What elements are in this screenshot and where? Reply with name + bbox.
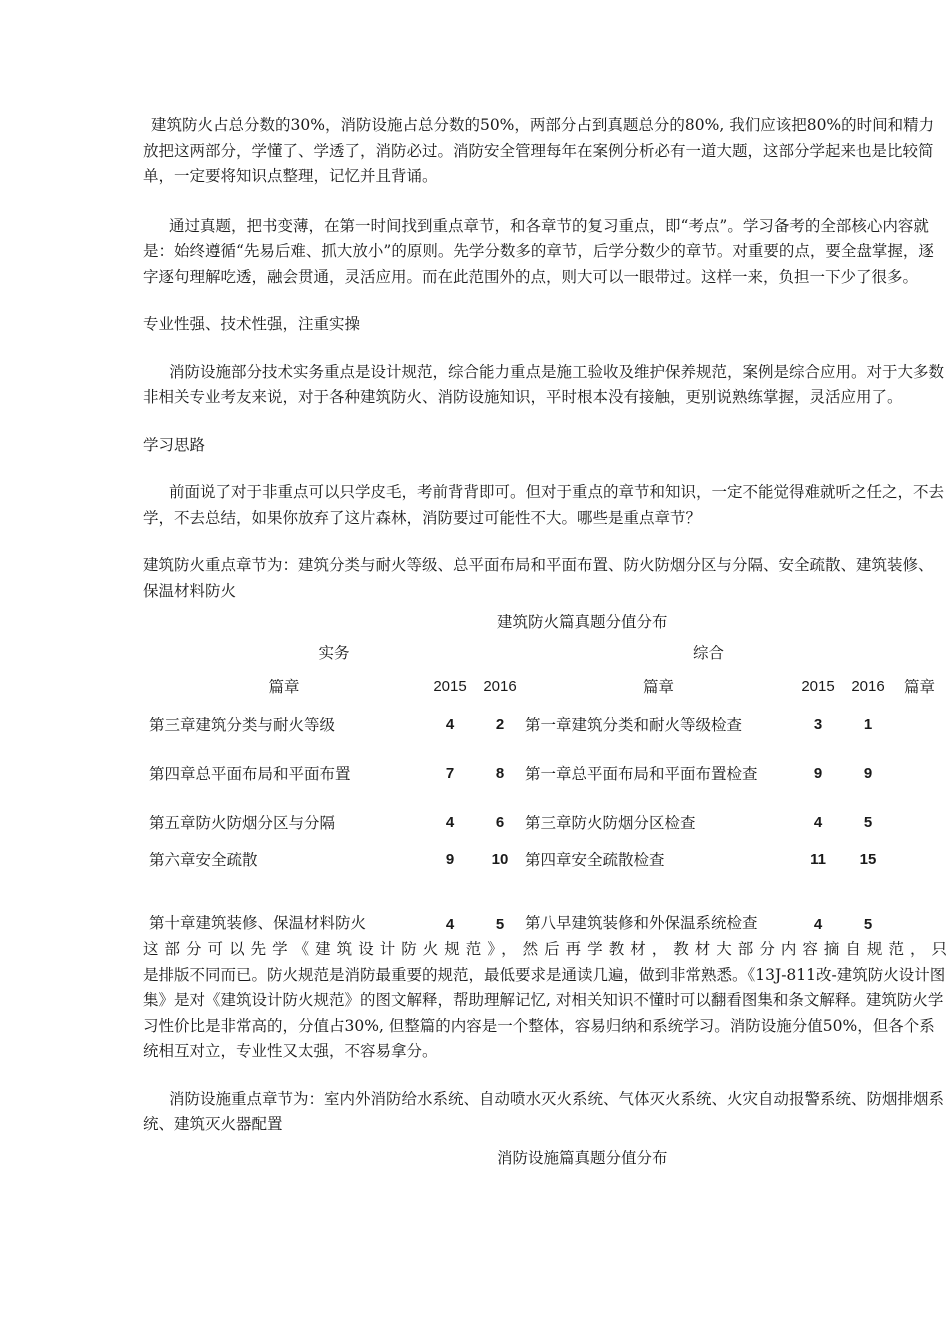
score-cell: 6 (495, 813, 505, 831)
chapter-cell: 第四章安全疏散检查 (525, 851, 665, 869)
score-cell: 5 (863, 916, 873, 933)
table-row (143, 877, 947, 937)
table-title-facilities: 消防设施篇真题分值分布 (497, 1148, 668, 1167)
score-cell: 3 (813, 715, 823, 733)
chapter-cell: 第五章防火防烟分区与分隔 (149, 814, 336, 832)
header-year: 2016 (851, 677, 885, 695)
score-cell: 5 (495, 916, 505, 933)
heading-study-approach: 学习思路 (143, 435, 206, 454)
header-year: 2015 (433, 677, 467, 695)
header-year: 2016 (483, 677, 517, 695)
chapter-cell: 第一章总平面布局和平面布置检查 (525, 765, 758, 783)
chapter-cell: 第三章建筑分类与耐火等级 (149, 716, 336, 734)
table-row (143, 705, 947, 743)
group-header-practice: 实务 (318, 644, 350, 662)
chapter-cell: 第六章安全疏散 (149, 851, 258, 869)
fire-score-table (143, 637, 947, 937)
header-year: 2015 (801, 677, 835, 695)
header-chapter: 篇章 (642, 678, 674, 696)
score-cell: 8 (495, 764, 505, 782)
score-cell: 10 (491, 850, 509, 868)
score-cell: 4 (445, 916, 455, 933)
heading-professional: 专业性强、技术性强，注重实操 (143, 315, 361, 333)
paragraph-facility-key-chapters: 消防设施重点章节为：室内外消防给水系统、自动喷水灭火系统、气体灭火系统、火灾自动报警系统、防烟排烟系统、建筑灭火器配置 (143, 1089, 945, 1133)
table-row (143, 841, 947, 877)
score-cell: 11 (810, 850, 826, 868)
chapter-cell: 第十章建筑装修、保温材料防火 (149, 914, 367, 932)
table-header-row (143, 667, 947, 705)
paragraph-intro: 建筑防火占总分数的30%，消防设施占总分数的50%，两部分占到真题总分的80%, 我们应该把80%的时间和精力放把这两部分，学懂了、学透了，消防必过。消防安全管理每年在案例分析必有一道大题，这部分学起来也是比较简单，一定要将知识点整理，记忆并且背诵。 (143, 116, 935, 185)
score-cell: 4 (445, 715, 455, 733)
score-cell: 9 (863, 764, 873, 782)
paragraph-key-chapters: 前面说了对于非重点可以只学皮毛，考前背背即可。但对于重点的章节和知识，一定不能觉得难就听之任之，不去学，不去总结，如果你放弃了这片森林，消防要过可能性不大。哪些是重点章节？ (143, 483, 945, 527)
header-chapter: 篇章 (268, 678, 300, 696)
score-cell: 15 (859, 850, 877, 868)
score-cell: 4 (813, 813, 823, 831)
header-chapter: 篇章 (903, 678, 935, 696)
paragraph-facilities-focus: 消防设施部分技术实务重点是设计规范，综合能力重点是施工验收及维护保养规范，案例是综合应用。对于大多数非相关专业考友来说，对于各种建筑防火、消防设施知识，平时根本没有接触，更别说熟练掌握，灵活应用了。 (143, 362, 945, 406)
score-cell: 1 (863, 715, 873, 733)
score-cell: 7 (445, 764, 455, 782)
group-header-comprehensive: 综合 (692, 644, 724, 662)
chapter-cell: 第四章总平面布局和平面布置 (149, 765, 351, 783)
chapter-cell: 第八早建筑装修和外保温系统检查 (525, 914, 758, 932)
paragraph-spec-first-line: 这部分可以先学《建筑设计防火规范》，然后再学教材，教材大部分内容摘自规范，只 (143, 940, 947, 958)
score-cell: 9 (813, 764, 823, 782)
score-cell: 9 (445, 850, 455, 868)
score-cell: 2 (495, 715, 505, 733)
score-cell: 4 (813, 916, 823, 933)
paragraph-fire-key-chapters: 建筑防火重点章节为：建筑分类与耐火等级、总平面布局和平面布置、防火防烟分区与分隔、安全疏散、建筑装修、保温材料防火 (143, 556, 934, 600)
paragraph-study-method: 通过真题，把书变薄，在第一时间找到重点章节，和各章节的复习重点，即“考点”。学习备考的全部核心内容就是：始终遵循“先易后难、抓大放小”的原则。先学分数多的章节，后学分数少的章节。对重要的点，要全盘掌握，逐字逐句理解吃透，融会贯通，灵活应用。而在此范围外的点，则大可以一眼带过。这样一来，负担一下少了很多。 (143, 216, 934, 286)
chapter-cell: 第一章建筑分类和耐火等级检查 (525, 716, 743, 734)
chapter-cell: 第三章防火防烟分区检查 (525, 814, 696, 832)
table-row (143, 803, 947, 841)
table-row (143, 743, 947, 803)
document-page (143, 113, 947, 1171)
table-title-fire: 建筑防火篇真题分值分布 (497, 613, 668, 631)
paragraph-spec-advice: 是排版不同而已。防火规范是消防最重要的规范，最低要求是通读几遍，做到非常熟悉。《13J-811改-建筑防火设计图集》是对《建筑设计防火规范》的图文解释，帮助理解记忆, 对相关知识不懂时可以翻看图集和条文解释。建筑防火学习性价比是非常高的，分值占30%, 但整篇的内容是一个整体，容易归纳和系统学习。消防设施分值50%，但各个系统相互对立，专业性又太强，不容易拿分。 (143, 965, 946, 1060)
score-cell: 4 (445, 813, 455, 831)
score-cell: 5 (863, 813, 873, 831)
